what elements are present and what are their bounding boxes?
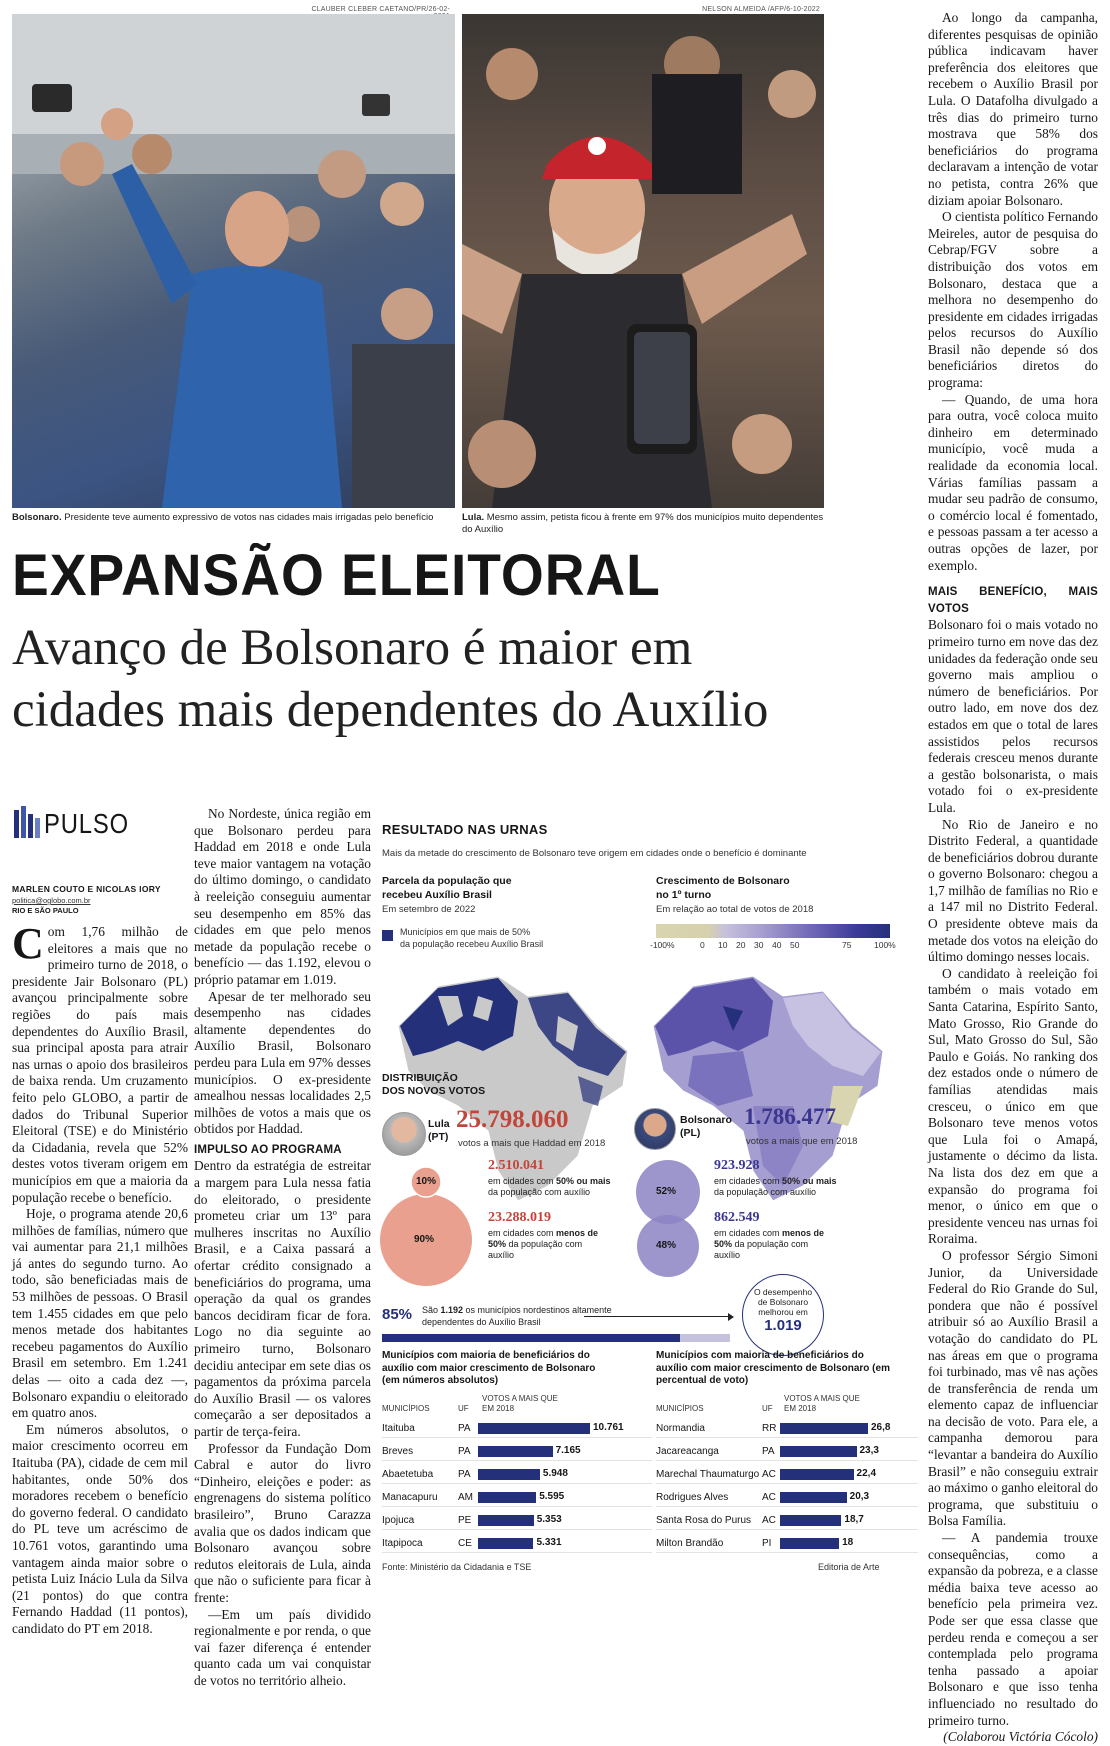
table1-bar [478,1538,533,1549]
table1-value: 5.948 [542,1468,568,1479]
map1-note: Em setembro de 2022 [382,904,476,915]
bolsonaro-pct-bottom: 48% [656,1240,677,1251]
table2-row [656,1464,918,1484]
table1-row [382,1533,652,1553]
photo-caption-left: Bolsonaro. Presidente teve aumento expressivo de votos nas cidades mais irrigadas pelo benefício [12,512,434,523]
lula-d1: em cidades com 50% ou mais da população com auxílio [488,1176,611,1197]
lula-v1: 2.510.041 [488,1158,544,1173]
table2-bar [780,1515,841,1526]
table1-bar [478,1446,553,1457]
table2-city: Jacareacanga [656,1446,719,1457]
table2-body [656,1418,918,1568]
lula-pct-small: 10% [416,1176,437,1187]
table1-bar [478,1469,540,1480]
table2-row [656,1418,918,1438]
lula-total-desc: votos a mais que Haddad em 2018 [458,1138,606,1149]
map1-legend-text: Municípios em que mais de 50% da população recebeu Auxílio Brasil [400,927,544,949]
table1-uf: AM [458,1492,473,1503]
ne-pct: 85% [382,1306,413,1323]
map2-scale-labels: -100% 0 10 20 30 40 50 75 100% [650,940,896,950]
table2-row [656,1510,918,1530]
table2-value: 23,3 [859,1445,879,1456]
table2-city: Santa Rosa do Purus [656,1515,752,1526]
table2-value: 20,3 [849,1491,870,1502]
table2-row [656,1487,918,1507]
table2-bar [780,1446,857,1457]
lula-pct-big: 90% [414,1234,435,1245]
subhead-mais-beneficio: MAIS BENEFÍCIO, MAIS VOTOS [928,586,1098,615]
ne-text: São 1.192 os municípios nordestinos altamente dependentes do Auxílio Brasil [422,1305,612,1327]
map2-note: Em relação ao total de votos de 2018 [656,904,814,915]
headline-line1: Avanço de Bolsonaro é maior em [12,620,693,676]
pulso-label: PULSO [44,808,129,839]
table2-uf: AC [762,1492,776,1503]
ne-progress-fill [382,1334,680,1342]
table2-bar [780,1423,868,1434]
table1-uf: PA [458,1469,471,1480]
table1-value: 10.761 [593,1422,624,1433]
subhead-impulso: IMPULSO AO PROGRAMA [194,1143,342,1156]
byline-place: RIO E SÃO PAULO [12,906,79,915]
bolsonaro-photo [12,14,455,508]
table1-bar [478,1515,534,1526]
table1-bar [478,1423,590,1434]
graphic-title: RESULTADO NAS URNAS [382,822,548,837]
table1-city: Itaituba [382,1423,415,1434]
bolsonaro-pct-top: 52% [656,1186,677,1197]
article-column-1: Com 1,76 milhão de eleitores a mais que no primeiro turno de 2018, o presidente Jair Bolsonaro (PL) avançou principalmente sobre regiões do país mais dependentes do Auxílio Brasil, sua principal aposta para atrair nas urnas o apoio dos brasileiros de baixa renda. Um cruzamento feito pelo GLOBO, a partir de dados do Tribunal Superior Eleitoral (TSE) e do Ministério da Cidadania, revela que 52% destes votos tiveram origem em municípios em que a maioria da população recebe o benefício. Hoje, o programa atende 20,6 milhões de famílias, número que vai aumentar para 21,1 milhões já antes do segundo turno. Ao todo, são beneficiadas mais de 53 milhões de pessoas. O Brasil tem 1.455 cidades em que pelo menos metade dos habitantes recebeu pagamentos do Auxílio Brasil em setembro. Em 1.241 delas — oito a cada dez —, Bolsonaro expandiu o eleitorado em quatro anos. Em números absolutos, o maior crescimento ocorreu em Itaituba (PA), cidade de cem mil habitantes, onde 50% dos moradores recebem o benefício do governo federal. O candidato do PL teve um acréscimo de 10.761 votos, garantindo uma vantagem ainda maior sobre o petista Luiz Inácio Lula da Silva (21 pontos) do que contra Fernando Haddad (11 pontos), candidato do PT em 2018. [12,919,188,1636]
article-column-4: Ao longo da campanha, diferentes pesquisas de opinião pública indicavam haver preferência dos eleitores que recebem o Auxílio Brasil por Lula. O Datafolha divulgado a três dias do primeiro turno mostrava que 58% dos beneficiários do programa declaravam a intenção de votar no petista, contra 26% que diziam apoiar Bolsonaro. O cientista político Fernando Meireles, autor de pesquisa do Cebrap/FGV sobre a distribuição dos votos em Bolsonaro, destaca que a melhora no desempenho do presidente em cidades irrigadas pelos recursos do Auxílio Brasil não depende só dos beneficiários diretos do programa: — Quando, de uma hora para outra, você coloca muito dinheiro em determinado município, você muda a realidade da economia local. Várias famílias passam a mudar seu padrão de consumo, o comércio local é fomentado, e pessoas passam a ter acesso a outras opções de lazer, por exemplo. MAIS BENEFÍCIO, MAIS VOTOS Bolsonaro foi o mais votado no primeiro turno em nove das dez unidades da federação onde seu governo mais ampliou o número de beneficiários. Por outro lado, em nove dos dez estados em que o total de lares assistidos pelos recursos federais cresceu menos durante a gestão bolsonarista, o mais votado foi o ex-presidente Lula. No Rio de Janeiro e no Distrito Federal, a quantidade de beneficiários dobrou durante o governo Bolsonaro: chegou a 1,7 milhão de famílias no Rio e a 147 mil no Distrito Federal. O presidente obteve mais da metade dos votos na eleição do último domingo nesses locais. O candidato à reeleição foi também o mais votado em Santa Catarina, Espírito Santo, Mato Grosso, Rio Grande do Sul, Mato Grosso do Sul, São Paulo e Goiás. No ranking dos dez estados onde o número de famílias atendidas mais cresceu, o único em que Bolsonaro teve menos votos que Lula foi o Amapá, justamente o décimo da lista. Na lista dos dez em que a expansão do programa foi menor, o único em que o presidente venceu nas urnas foi Roraima. O professor Sérgio Simoni Junior, da Universidade Federal do Rio Grande do Sul, pondera que não é possível atribuir só ao Auxílio Brasil a votação do candidato do PL nas áreas em que o programa foi turbinado, mas vê nas ações de transferência de renda um elemento capaz de influenciar na decisão de voto. Para ele, a campanha demorou para “levantar a bandeira do Auxílio Brasil” e não conseguiu extrair ao máximo o ganho eleitoral do programa, que substituiu o Bolsa Família. — A pandemia trouxe consequências, como a expansão da pobreza, e a classe média baixa teve acesso ao benefício pela primeira vez. Pode ser que essa classe que perdeu renda e começou a ser contemplada pelo programa tenha passado a apoiar Bolsonaro e que isso tenha influenciado no resultado do primeiro turno. (Colaborou Victória Cócolo) [928,10,1098,1745]
table2-value: 26,8 [871,1422,891,1433]
lula-v2: 23.288.019 [488,1210,551,1225]
bolsonaro-total: 1.786.477 [744,1104,836,1129]
table2-uf: PA [762,1446,775,1457]
graphic-source: Fonte: Ministério da Cidadania e TSE [382,1562,532,1572]
table1-city: Itapipoca [382,1538,423,1549]
headline-kicker: EXPANSÃO ELEITORAL [12,543,661,608]
map2-title: Crescimento de Bolsonaro no 1º turno [656,875,790,901]
lula-photo-art [462,14,824,508]
dropcap: C [12,919,44,968]
table1-city: Abaetetuba [382,1469,434,1480]
article-column-2: No Nordeste, única região em que Bolsonaro perdeu para Haddad em 2018 e onde Lula teve maior vantagem na votação do último domingo, o candidato à reeleição conseguiu aumentar seu desempenho em 85% das cidades em que pelo menos metade da população recebe o benefício — das 1.192, elevou o próprio patamar em 1.019. Apesar de ter melhorado seu desempenho nas cidades altamente dependentes do Auxílio Brasil, Bolsonaro perdeu para Lula em 97% desses municípios. O ex-presidente amealhou nessas localidades 2,5 milhões de votos a mais que os obtidos por Haddad. IMPULSO AO PROGRAMA Dentro da estratégia de estreitar a margem para Lula nessa fatia do eleitorado, o presidente prometeu criar um 13º para mulheres inscritas no Auxílio Brasil, e a Caixa passará a ofertar crédito consignado a beneficiários do programa, uma operação da qual os grandes bancos decidiram ficar de fora. Logo no dia seguinte ao primeiro turno, Bolsonaro decidiu antecipar em sete dias os pagamentos da próxima parcela do Auxílio Brasil — os valores começarão a ser depositados a partir de terça-feira. Professor da Fundação Dom Cabral e autor do livro “Dinheiro, eleições e poder: as engrenagens do sistema político brasileiro”, Bruno Carazza avalia que os dados indicam que Bolsonaro avançou sobre redutos eleitorais de Lula, ainda que não o suficiente para ficar à frente: —Em um país dividido regionalmente e por renda, o que vai fazer diferença é entender quanto cada um vai conquistar de votos no território alheio. [194,806,371,1688]
table1-row [382,1510,652,1530]
bolsonaro-total-desc: votos a mais que em 2018 [746,1136,858,1147]
graphic-subtitle: Mais da metade do crescimento de Bolsonaro teve origem em cidades onde o benefício é dominante [382,848,807,859]
graphic-art-credit: Editoria de Arte [818,1562,880,1572]
ne-arrow-head [728,1313,734,1321]
headline-line2: cidades mais dependentes do Auxílio [12,682,769,738]
table2-bar [780,1469,854,1480]
table1-city: Manacapuru [382,1492,438,1503]
table2-city: Marechal Thaumaturgo [656,1469,760,1480]
table1-bar [478,1492,536,1503]
dist-title: DISTRIBUIÇÃO DOS NOVOS VOTOS [382,1072,486,1097]
table1-uf: CE [458,1538,472,1549]
lula-d2: em cidades com menos de 50% da população com auxílio [488,1228,599,1260]
table2-uf: PI [762,1538,772,1549]
map1-legend-swatch [382,930,393,941]
table1-city: Ipojuca [382,1515,415,1526]
table1-body [382,1418,652,1568]
table1-uf: PE [458,1515,472,1526]
lula-avatar [382,1112,426,1156]
table1-uf: PA [458,1446,471,1457]
table2-title: Municípios com maioria de beneficiários do auxílio com maior crescimento de Bolsonaro (em percentual de voto) [656,1350,890,1386]
table2-uf: RR [762,1423,777,1434]
table1-value: 7.165 [555,1445,581,1456]
byline-email: politica@oglobo.com.br [12,896,91,905]
table2-city: Normandia [656,1423,705,1434]
table2-city: Milton Brandão [656,1538,724,1549]
table2-row [656,1533,918,1553]
table1-row [382,1464,652,1484]
table2-value: 18 [842,1537,854,1548]
bolsonaro-name: Bolsonaro (PL) [680,1114,732,1139]
table2-row [656,1441,918,1461]
bolsonaro-d2: em cidades com menos de 50% da população com auxílio [714,1228,825,1260]
table1-row [382,1487,652,1507]
table1-value: 5.353 [536,1514,562,1525]
table1-header: MUNICÍPIOS UF VOTOS A MAIS QUE EM 2018 [382,1394,558,1413]
lula-name: Lula (PT) [428,1118,450,1143]
bolsonaro-photo-art [12,14,455,508]
photo-credit-left: CLAUBER CLEBER CAETANO/PR/26-02- [311,6,450,13]
map1-title: Parcela da população que recebeu Auxílio Brasil [382,875,512,901]
table1-uf: PA [458,1423,471,1434]
table2-uf: AC [762,1515,776,1526]
table2-bar [780,1492,847,1503]
map2-color-scale [656,924,890,938]
table2-value: 18,7 [844,1514,864,1525]
table2-header: MUNICÍPIOS UF VOTOS A MAIS QUE EM 2018 [656,1394,860,1413]
photo-credit-right: NELSON ALMEIDA /AFP/6-10-2022 [702,6,820,13]
table1-row [382,1441,652,1461]
lula-photo [462,14,824,508]
table1-value: 5.331 [536,1537,562,1548]
bolsonaro-d1: em cidades com 50% ou mais da população com auxílio [714,1176,837,1197]
infographic [378,806,920,1740]
table2-bar [780,1538,839,1549]
table1-value: 5.595 [539,1491,565,1502]
lula-circles [378,1152,478,1292]
lula-total: 25.798.060 [456,1106,569,1133]
table2-uf: AC [762,1469,776,1480]
photo-caption-right: Lula. Mesmo assim, petista ficou à frente em 97% dos municípios muito dependentes do Auxílio [462,512,824,535]
bolsonaro-v1: 923.928 [714,1158,760,1173]
table1-city: Breves [382,1446,414,1457]
bolsonaro-avatar [634,1108,676,1150]
ne-arrow-line [584,1316,730,1317]
bolsonaro-v2: 862.549 [714,1210,760,1225]
bolsonaro-circles [630,1152,710,1292]
table2-value: 22,4 [856,1468,877,1479]
table2-city: Rodrigues Alves [656,1492,729,1503]
table1-title: Municípios com maioria de beneficiários do auxílio com maior crescimento de Bolsonaro (em números absolutos) [382,1350,596,1386]
byline-authors: MARLEN COUTO E NICOLAS IORY [12,884,161,894]
table1-row [382,1418,652,1438]
pulso-logo [14,806,144,842]
ne-bubble: O desempenho de Bolsonaro melhorou em 1.019 [742,1274,824,1356]
